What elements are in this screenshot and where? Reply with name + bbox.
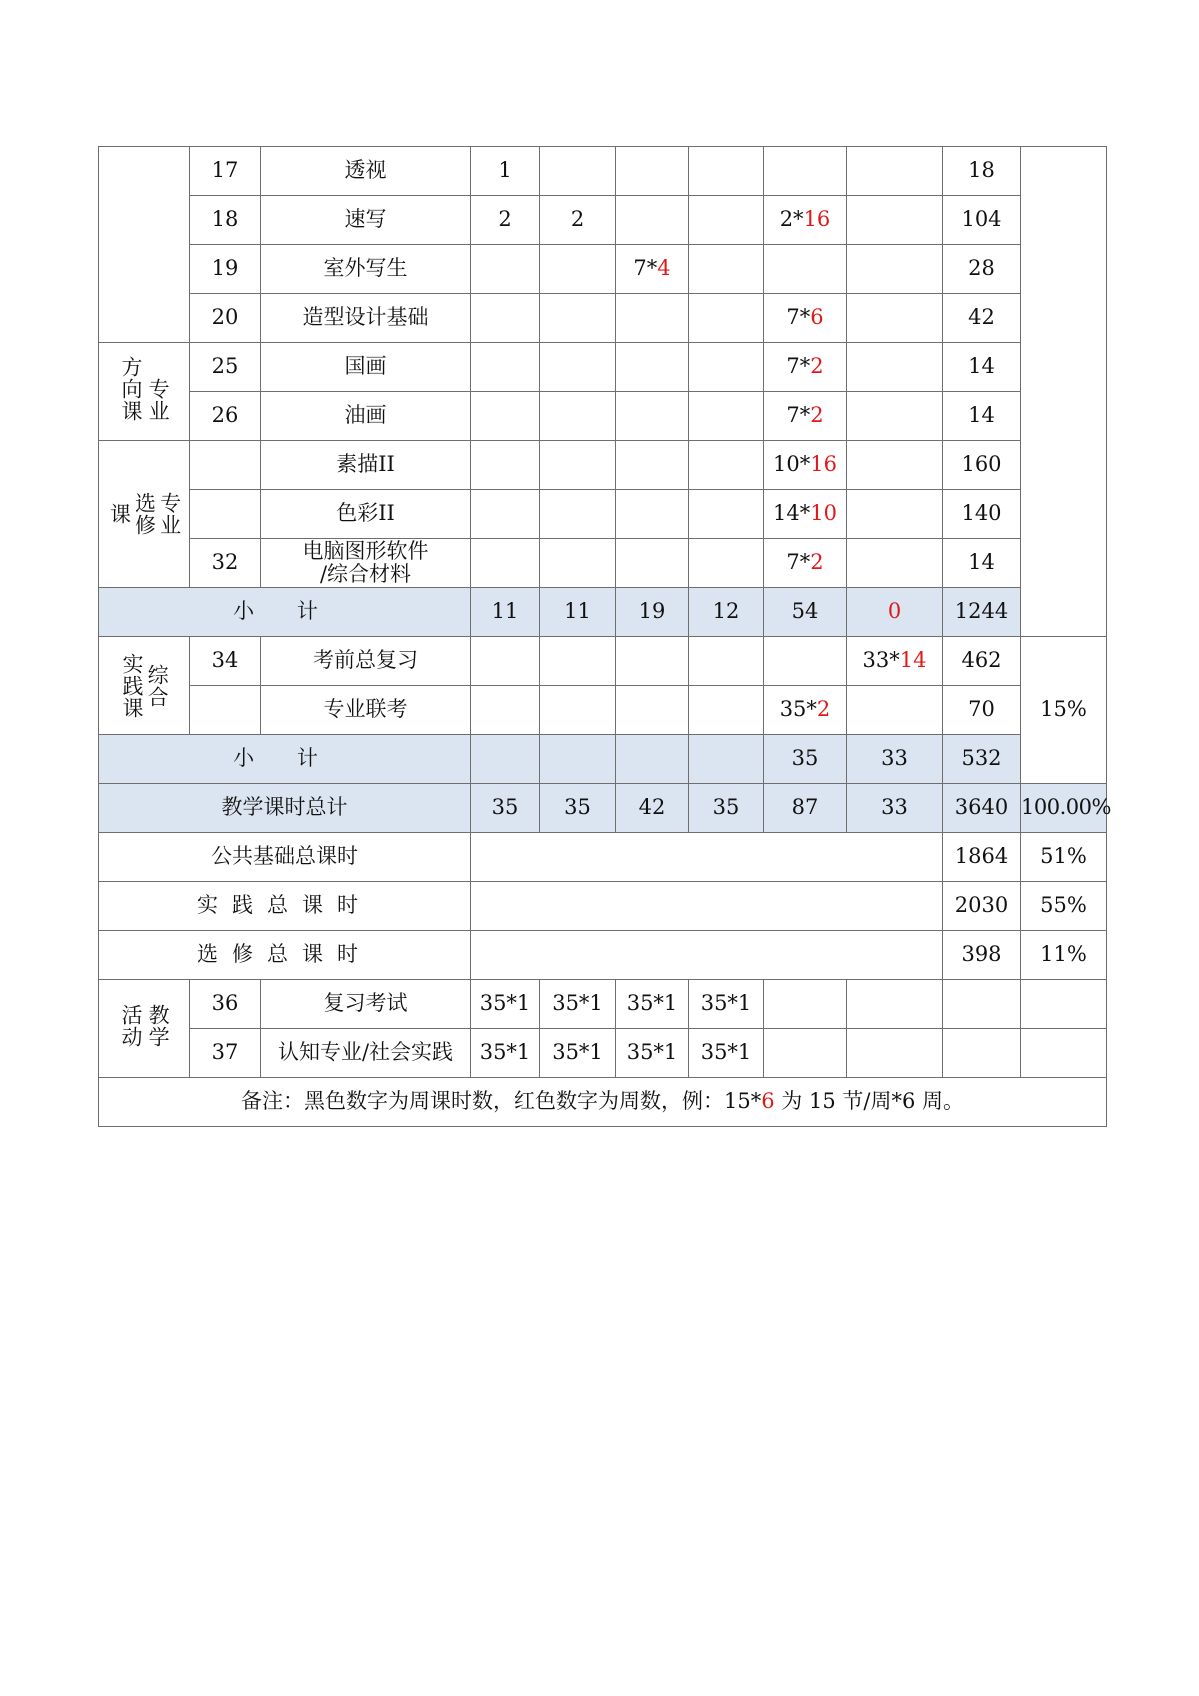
semester-4-hours xyxy=(689,392,764,441)
percent-cell: 51% xyxy=(1021,833,1107,882)
course-name: 电脑图形软件 /综合材料 xyxy=(261,539,471,588)
semester-3-hours xyxy=(616,637,689,686)
summary-row xyxy=(99,882,1107,931)
weeks-value: 2 xyxy=(810,403,824,428)
semester-2-hours xyxy=(540,441,616,490)
category-direction: 方向课 专业 xyxy=(99,343,190,441)
semester-1-hours: 35 xyxy=(471,784,540,833)
total-hours: 1244 xyxy=(943,588,1021,637)
semester-6-hours: 0 xyxy=(847,588,943,637)
semester-6-hours: 33 xyxy=(847,784,943,833)
summary-empty xyxy=(471,882,943,931)
weeks-value: 6 xyxy=(810,305,824,330)
semester-3-hours: 7*4 xyxy=(616,245,689,294)
semester-1-hours xyxy=(471,294,540,343)
semester-3-hours xyxy=(616,490,689,539)
total-hours: 3640 xyxy=(943,784,1021,833)
table-row xyxy=(99,343,1107,392)
total-hours xyxy=(943,1029,1021,1078)
category-cell-continued xyxy=(99,147,190,343)
course-number: 18 xyxy=(190,196,261,245)
percent-cell-empty xyxy=(1021,147,1107,637)
summary-label: 选修总课时 xyxy=(99,931,471,980)
percent-cell: 55% xyxy=(1021,882,1107,931)
semester-4-hours: 35 xyxy=(689,784,764,833)
semester-5-hours: 7*2 xyxy=(764,539,847,588)
subtotal-label: 小 计 xyxy=(99,735,471,784)
semester-1-hours xyxy=(471,343,540,392)
total-hours: 14 xyxy=(943,539,1021,588)
table-row xyxy=(99,245,1107,294)
semester-4-hours: 35*1 xyxy=(689,980,764,1029)
weeks-value: 4 xyxy=(657,256,671,281)
semester-5-hours: 87 xyxy=(764,784,847,833)
semester-4-hours: 35*1 xyxy=(689,1029,764,1078)
total-hours: 462 xyxy=(943,637,1021,686)
semester-1-hours xyxy=(471,245,540,294)
semester-4-hours xyxy=(689,686,764,735)
course-name: 室外写生 xyxy=(261,245,471,294)
semester-1-hours xyxy=(471,490,540,539)
course-name: 复习考试 xyxy=(261,980,471,1029)
semester-3-hours xyxy=(616,392,689,441)
course-number: 17 xyxy=(190,147,261,196)
total-hours: 18 xyxy=(943,147,1021,196)
course-name: 造型设计基础 xyxy=(261,294,471,343)
note-row xyxy=(99,1078,1107,1127)
semester-1-hours: 35*1 xyxy=(471,980,540,1029)
semester-4-hours xyxy=(689,147,764,196)
percent-cell xyxy=(1021,1029,1107,1078)
semester-4-hours xyxy=(689,343,764,392)
total-hours: 398 xyxy=(943,931,1021,980)
weeks-value: 2 xyxy=(810,354,824,379)
percent-cell: 100.00% xyxy=(1021,784,1107,833)
course-number: 32 xyxy=(190,539,261,588)
summary-empty xyxy=(471,931,943,980)
semester-2-hours: 2 xyxy=(540,196,616,245)
semester-3-hours: 35*1 xyxy=(616,1029,689,1078)
semester-5-hours: 10*16 xyxy=(764,441,847,490)
semester-5-hours: 54 xyxy=(764,588,847,637)
total-hours: 14 xyxy=(943,392,1021,441)
semester-1-hours xyxy=(471,392,540,441)
semester-3-hours xyxy=(616,147,689,196)
semester-6-hours: 33*14 xyxy=(847,637,943,686)
semester-3-hours: 35*1 xyxy=(616,980,689,1029)
table-row xyxy=(99,147,1107,196)
course-name: 速写 xyxy=(261,196,471,245)
semester-2-hours: 35*1 xyxy=(540,980,616,1029)
semester-4-hours xyxy=(689,294,764,343)
semester-4-hours xyxy=(689,539,764,588)
semester-4-hours xyxy=(689,441,764,490)
summary-row xyxy=(99,931,1107,980)
weeks-value: 10 xyxy=(810,501,837,526)
weeks-value: 2 xyxy=(816,697,831,722)
total-hours: 140 xyxy=(943,490,1021,539)
semester-6-hours xyxy=(847,441,943,490)
table-row xyxy=(99,294,1107,343)
total-hours: 532 xyxy=(943,735,1021,784)
semester-3-hours xyxy=(616,343,689,392)
course-number xyxy=(190,490,261,539)
semester-2-hours xyxy=(540,343,616,392)
total-hours: 2030 xyxy=(943,882,1021,931)
semester-6-hours xyxy=(847,1029,943,1078)
course-name: 透视 xyxy=(261,147,471,196)
table-row xyxy=(99,392,1107,441)
course-hours-table xyxy=(98,146,1111,1127)
semester-2-hours xyxy=(540,686,616,735)
semester-6-hours xyxy=(847,147,943,196)
semester-5-hours: 7*2 xyxy=(764,343,847,392)
semester-3-hours: 19 xyxy=(616,588,689,637)
semester-2-hours xyxy=(540,539,616,588)
table-row xyxy=(99,441,1107,490)
semester-4-hours xyxy=(689,637,764,686)
semester-6-hours xyxy=(847,490,943,539)
course-name: 色彩II xyxy=(261,490,471,539)
table-row xyxy=(99,196,1107,245)
semester-3-hours xyxy=(616,294,689,343)
semester-1-hours: 2 xyxy=(471,196,540,245)
semester-2-hours: 35 xyxy=(540,784,616,833)
semester-1-hours xyxy=(471,735,540,784)
summary-empty xyxy=(471,833,943,882)
grand-total-row xyxy=(99,784,1107,833)
table-row xyxy=(99,637,1107,686)
total-hours: 42 xyxy=(943,294,1021,343)
table-row xyxy=(99,539,1107,588)
semester-5-hours: 7*6 xyxy=(764,294,847,343)
semester-6-hours xyxy=(847,980,943,1029)
summary-label: 公共基础总课时 xyxy=(99,833,471,882)
semester-3-hours xyxy=(616,686,689,735)
course-name: 油画 xyxy=(261,392,471,441)
semester-5-hours xyxy=(764,147,847,196)
weeks-value: 16 xyxy=(803,207,831,232)
semester-2-hours xyxy=(540,637,616,686)
semester-5-hours xyxy=(764,637,847,686)
remark-note: 备注：黑色数字为周课时数，红色数字为周数，例：15*6 为 15 节/周*6 周。 xyxy=(99,1078,1107,1127)
semester-5-hours: 35*2 xyxy=(764,686,847,735)
course-name: 素描II xyxy=(261,441,471,490)
semester-6-hours xyxy=(847,245,943,294)
percent-cell: 15% xyxy=(1021,637,1107,784)
semester-1-hours: 11 xyxy=(471,588,540,637)
semester-5-hours: 7*2 xyxy=(764,392,847,441)
semester-2-hours xyxy=(540,392,616,441)
course-name: 考前总复习 xyxy=(261,637,471,686)
grand-total-label: 教学课时总计 xyxy=(99,784,471,833)
course-number: 25 xyxy=(190,343,261,392)
semester-6-hours xyxy=(847,294,943,343)
total-hours xyxy=(943,980,1021,1029)
semester-5-hours xyxy=(764,245,847,294)
category-elective: 课选修专业 xyxy=(99,441,190,588)
course-number xyxy=(190,441,261,490)
semester-1-hours xyxy=(471,637,540,686)
semester-2-hours xyxy=(540,294,616,343)
total-hours: 14 xyxy=(943,343,1021,392)
semester-2-hours xyxy=(540,245,616,294)
subtotal-label: 小 计 xyxy=(99,588,471,637)
course-number: 37 xyxy=(190,1029,261,1078)
total-hours: 70 xyxy=(943,686,1021,735)
course-number xyxy=(190,686,261,735)
semester-5-hours: 2*16 xyxy=(764,196,847,245)
semester-4-hours xyxy=(689,196,764,245)
total-hours: 160 xyxy=(943,441,1021,490)
semester-4-hours xyxy=(689,735,764,784)
summary-row xyxy=(99,833,1107,882)
semester-3-hours xyxy=(616,196,689,245)
total-hours: 104 xyxy=(943,196,1021,245)
category-activity: 活动 教学 xyxy=(99,980,190,1078)
subtotal-row xyxy=(99,588,1107,637)
course-number: 34 xyxy=(190,637,261,686)
category-practice: 实践课综合 xyxy=(99,637,190,735)
weeks-value: 14 xyxy=(899,648,927,673)
semester-4-hours: 12 xyxy=(689,588,764,637)
semester-6-hours xyxy=(847,343,943,392)
semester-1-hours xyxy=(471,441,540,490)
semester-3-hours xyxy=(616,539,689,588)
table-row xyxy=(99,686,1107,735)
table-row xyxy=(99,980,1107,1029)
semester-5-hours xyxy=(764,980,847,1029)
course-number: 26 xyxy=(190,392,261,441)
semester-3-hours xyxy=(616,441,689,490)
semester-6-hours: 33 xyxy=(847,735,943,784)
semester-1-hours: 1 xyxy=(471,147,540,196)
semester-2-hours: 35*1 xyxy=(540,1029,616,1078)
semester-5-hours: 35 xyxy=(764,735,847,784)
semester-6-hours xyxy=(847,539,943,588)
percent-cell: 11% xyxy=(1021,931,1107,980)
semester-6-hours xyxy=(847,196,943,245)
semester-3-hours xyxy=(616,735,689,784)
semester-6-hours xyxy=(847,686,943,735)
semester-4-hours xyxy=(689,245,764,294)
semester-1-hours xyxy=(471,539,540,588)
total-hours: 28 xyxy=(943,245,1021,294)
course-name: 国画 xyxy=(261,343,471,392)
semester-2-hours xyxy=(540,490,616,539)
weeks-value: 2 xyxy=(810,550,824,575)
summary-label: 实践总课时 xyxy=(99,882,471,931)
semester-5-hours: 14*10 xyxy=(764,490,847,539)
semester-4-hours xyxy=(689,490,764,539)
course-name: 专业联考 xyxy=(261,686,471,735)
semester-2-hours xyxy=(540,735,616,784)
semester-1-hours: 35*1 xyxy=(471,1029,540,1078)
semester-3-hours: 42 xyxy=(616,784,689,833)
course-name: 认知专业/社会实践 xyxy=(261,1029,471,1078)
table-row xyxy=(99,490,1107,539)
semester-2-hours xyxy=(540,147,616,196)
semester-1-hours xyxy=(471,686,540,735)
semester-2-hours: 11 xyxy=(540,588,616,637)
semester-6-hours xyxy=(847,392,943,441)
total-hours: 1864 xyxy=(943,833,1021,882)
subtotal-row xyxy=(99,735,1107,784)
course-number: 36 xyxy=(190,980,261,1029)
semester-5-hours xyxy=(764,1029,847,1078)
course-number: 20 xyxy=(190,294,261,343)
table-row xyxy=(99,1029,1107,1078)
course-number: 19 xyxy=(190,245,261,294)
percent-cell xyxy=(1021,980,1107,1029)
weeks-value: 16 xyxy=(810,452,837,477)
